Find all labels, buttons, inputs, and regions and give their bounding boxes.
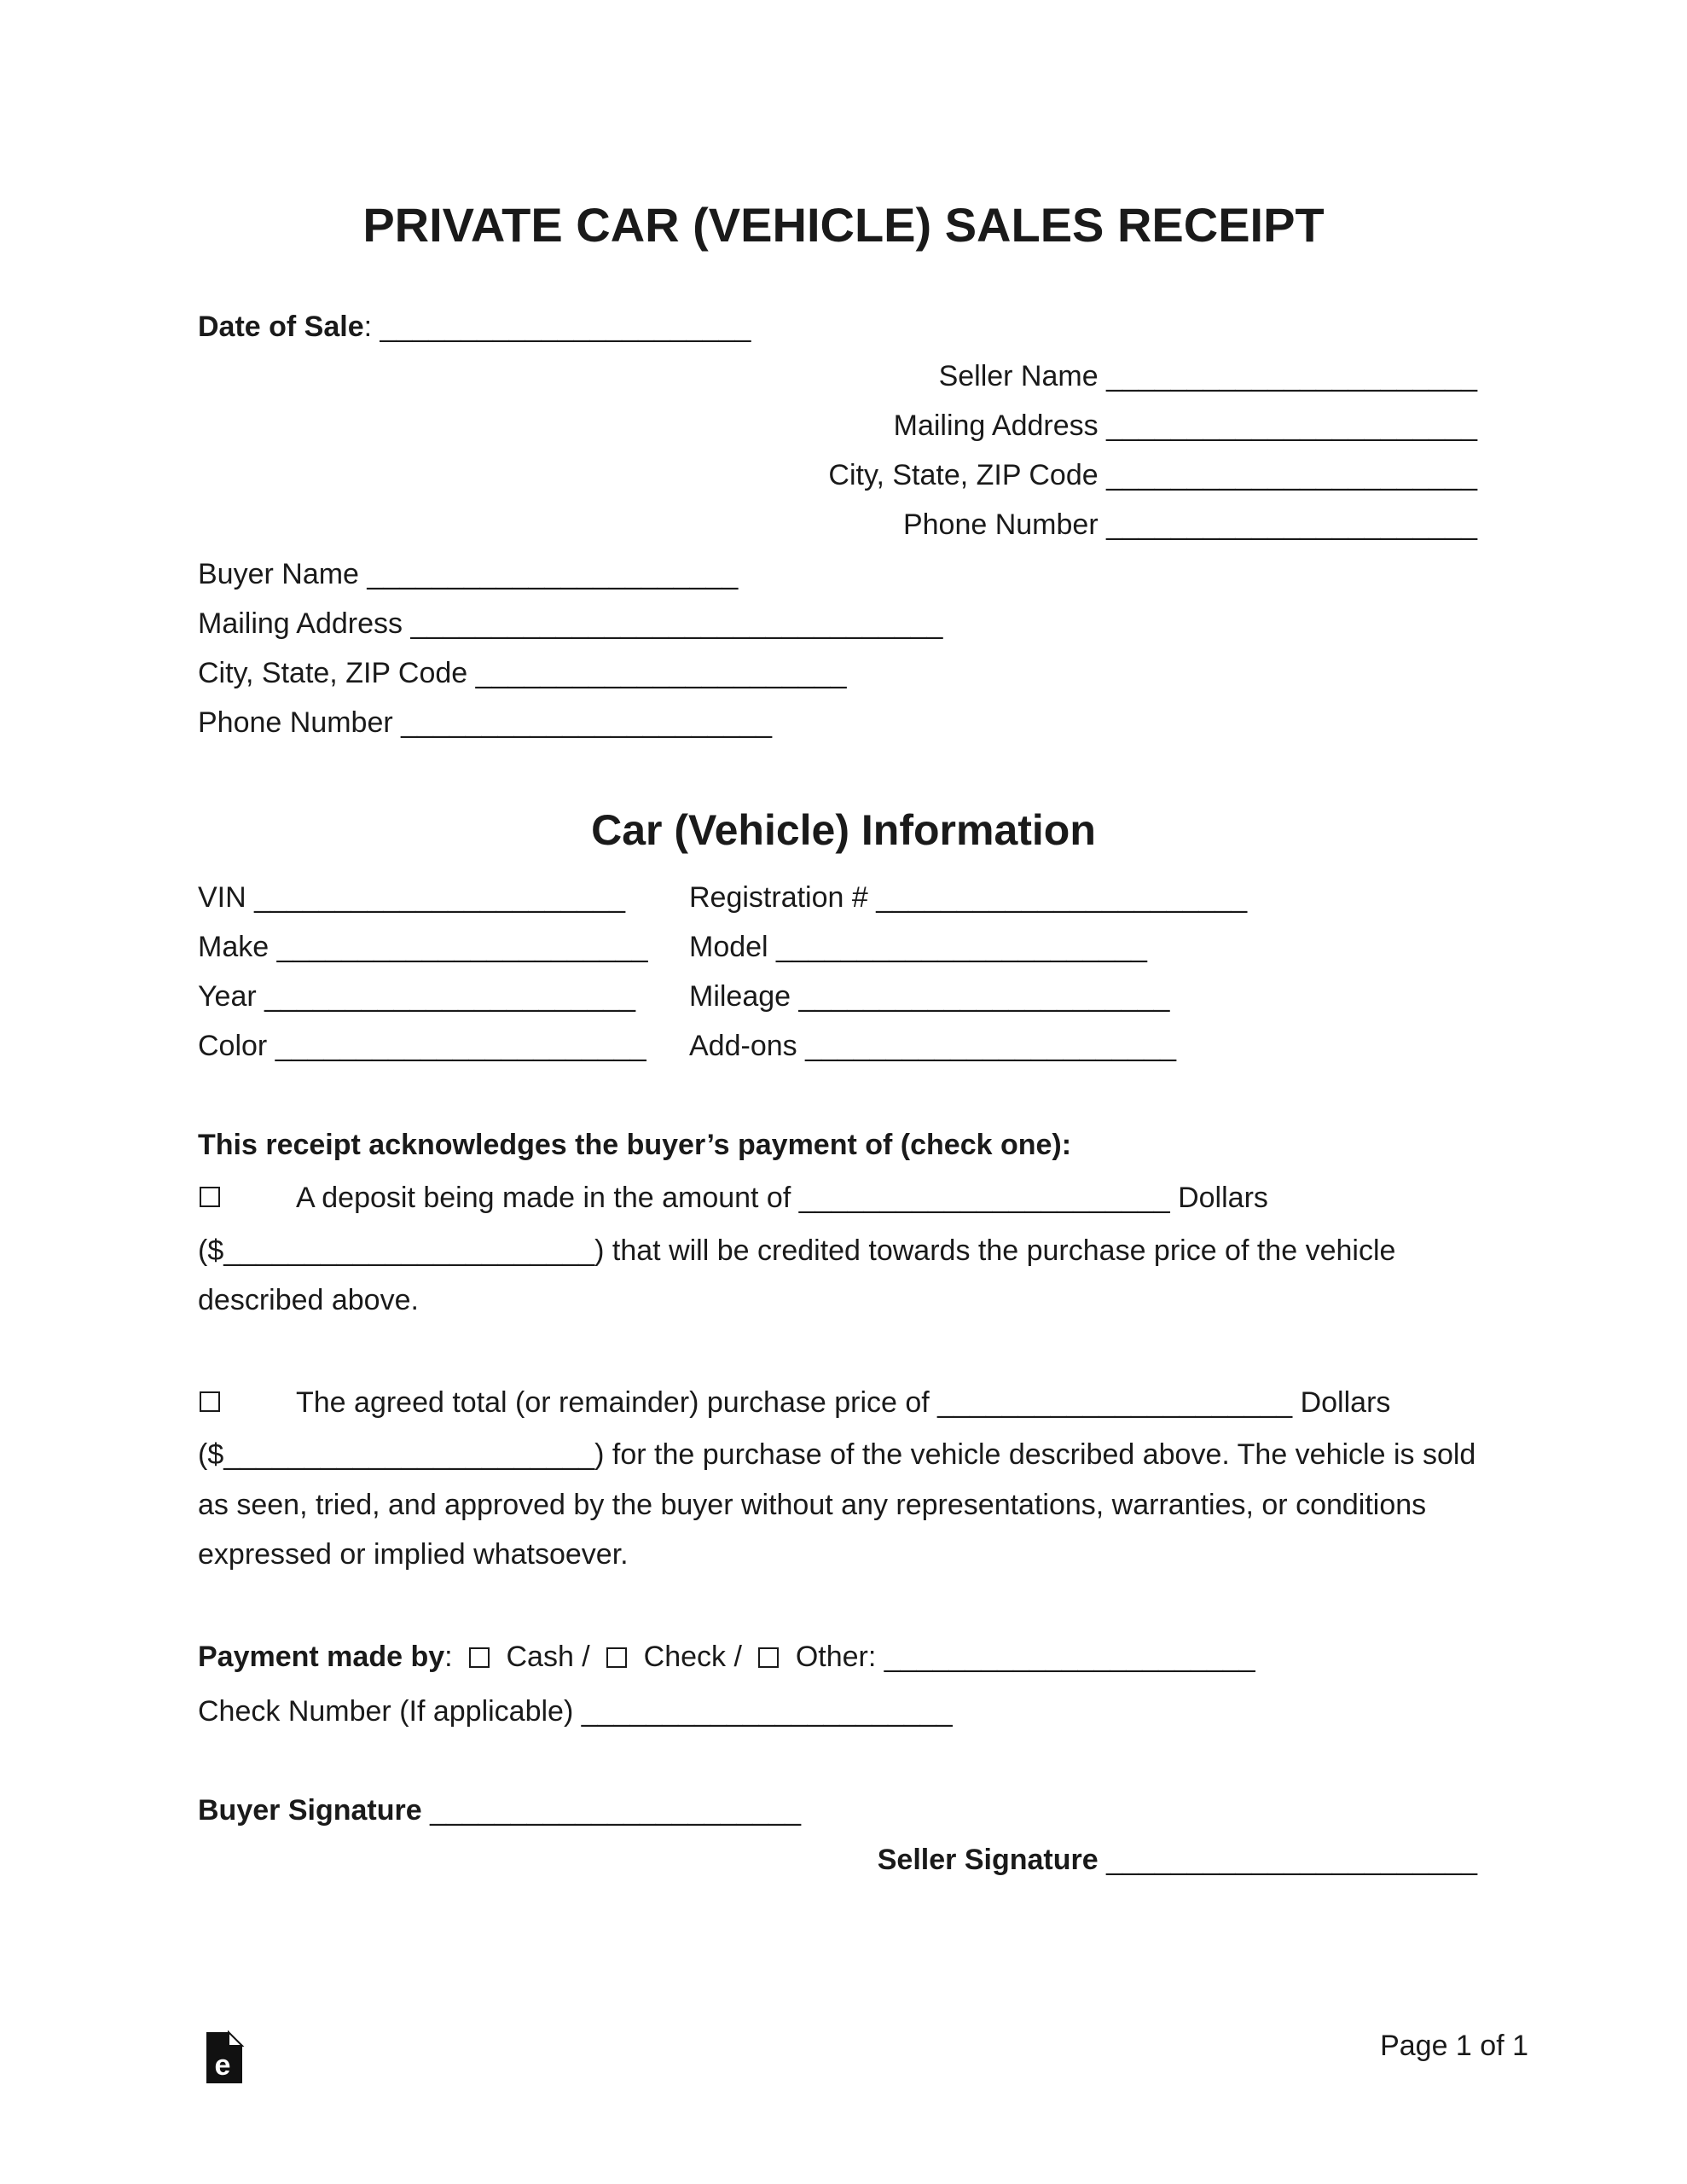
seller-phone-field[interactable]: Phone Number _______________________ [902,508,1477,541]
as-is-line: as seen, tried, and approved by the buyer without any representations, warranties, or conditions [198,1489,1427,1521]
vin-field[interactable]: VIN _______________________ [198,881,626,914]
vehicle-info-heading: Car (Vehicle) Information [591,806,1096,854]
seller-signature-field[interactable] [878,1843,1477,1877]
buyer-mailing-address-field[interactable]: Mailing Address _________________________________ [198,607,943,640]
deposit-amount-line[interactable]: A deposit being made in the amount of _______________________ Dollars [296,1182,1268,1214]
deposit-dollar-line[interactable]: ($_______________________) that will be credited towards the purchase price of the vehicle [198,1234,1396,1267]
make-field[interactable]: Make _______________________ [198,931,648,963]
total-price-line[interactable]: The agreed total (or remainder) purchase price of ______________________ Dollars [296,1386,1391,1419]
year-field[interactable]: Year _______________________ [198,980,636,1013]
payment-method-row: Payment made by: Cash / Check / Other: _______________________ [198,1641,1255,1673]
other-checkbox[interactable] [758,1647,779,1668]
buyer-signature-label: Buyer Signature [198,1794,422,1827]
seller-signature-label: Seller Signature [877,1844,1099,1876]
cash-checkbox[interactable] [469,1647,490,1668]
check-checkbox[interactable] [606,1647,627,1668]
color-field[interactable]: Color _______________________ [198,1030,646,1062]
mileage-field[interactable]: Mileage _______________________ [689,980,1170,1013]
total-dollar-line[interactable]: ($_______________________) for the purchase of the vehicle described above. The vehicle is sold [198,1438,1476,1471]
eforms-logo-icon [203,2024,246,2085]
total-price-checkbox[interactable] [200,1391,220,1412]
deposit-checkbox[interactable] [200,1187,220,1207]
check-number-field[interactable]: Check Number (If applicable) _______________________ [198,1695,953,1728]
seller-city-state-zip-field[interactable]: City, State, ZIP Code _______________________ [828,459,1477,491]
date-of-sale-field[interactable]: Date of Sale: _______________________ [198,311,751,343]
payment-intro: This receipt acknowledges the buyer’s payment of (check one): [198,1129,1072,1161]
seller-name-field[interactable]: Seller Name _______________________ [938,360,1477,392]
buyer-city-state-zip-field[interactable]: City, State, ZIP Code _______________________ [198,657,847,689]
registration-field[interactable]: Registration # _______________________ [689,881,1248,914]
seller-signature-blank[interactable]: _______________________ [1106,1844,1477,1876]
seller-mailing-address-field[interactable]: Mailing Address _______________________ [893,410,1477,442]
buyer-signature-blank[interactable]: _______________________ [430,1794,801,1827]
page-title: PRIVATE CAR (VEHICLE) SALES RECEIPT [362,198,1325,252]
deposit-description-line: described above. [198,1284,419,1316]
date-of-sale-blank[interactable]: _______________________ [380,311,751,343]
addons-field[interactable]: Add-ons _______________________ [689,1030,1176,1062]
model-field[interactable]: Model _______________________ [689,931,1147,963]
date-of-sale-label: Date of Sale [198,311,364,343]
as-is-line-2: expressed or implied whatsoever. [198,1538,629,1571]
page-number: Page 1 of 1 [1380,2030,1528,2062]
payment-method-label: Payment made by [198,1641,445,1673]
buyer-name-field[interactable]: Buyer Name _______________________ [198,558,739,590]
cash-label: Cash / [506,1641,590,1673]
check-label: Check / [643,1641,742,1673]
buyer-phone-field[interactable]: Phone Number _______________________ [198,706,773,739]
other-field[interactable]: Other: _______________________ [795,1641,1255,1673]
svg-text:e: e [214,2049,231,2082]
buyer-signature-field[interactable] [198,1793,801,1827]
